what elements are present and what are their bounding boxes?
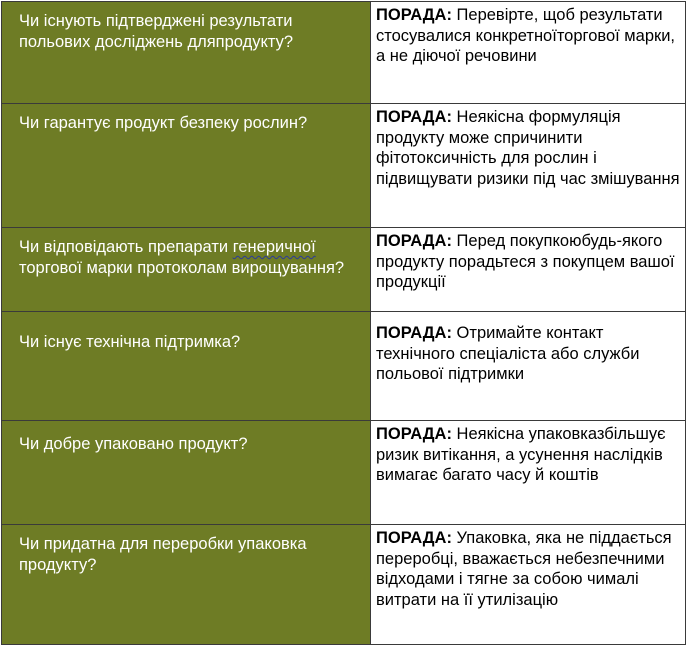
tip-text: Неякісна упаковказбільшує ризик витікання, а усунення наслідків вимагає багато часу й коштів: [376, 425, 666, 484]
question-cell: [2, 104, 371, 228]
table-row: [2, 312, 686, 421]
table-row: [2, 228, 686, 312]
tip-label: ПОРАДА:: [376, 232, 452, 250]
question-cell: [2, 312, 371, 421]
tip-cell: [371, 2, 686, 104]
tip-cell: [371, 104, 686, 228]
table-row: [2, 421, 686, 525]
question-cell: [2, 421, 371, 525]
question-text: Чи гарантує продукт безпеку рослин?: [19, 114, 308, 132]
tip-label: ПОРАДА:: [376, 6, 452, 24]
tip-text: Перед покупкоюбудь-якого продукту порадьтеся з покупцем вашої продукції: [376, 232, 675, 291]
question-cell: [2, 2, 371, 104]
question-cell: [2, 228, 371, 312]
question-text: Чи існують підтверджені результати польових досліджень дляпродукту?: [19, 12, 294, 51]
table-row: [2, 2, 686, 104]
tip-cell: [371, 228, 686, 312]
tip-cell: [371, 421, 686, 525]
tip-cell: [371, 525, 686, 645]
question-text: Чи існує технічна підтримка?: [19, 333, 241, 351]
tip-label: ПОРАДА:: [376, 324, 452, 342]
question-text: Чи добре упаковано продукт?: [19, 435, 248, 453]
advice-table: [1, 1, 686, 645]
tip-label: ПОРАДА:: [376, 529, 452, 547]
tip-cell: [371, 312, 686, 421]
question-text-start: Чи відповідають препарати: [19, 238, 233, 256]
tip-text: Отримайте контакт технічного спеціаліста або служби польової підтримки: [376, 324, 640, 383]
table-row: [2, 104, 686, 228]
spellcheck-flagged-word: генеричної: [232, 238, 316, 256]
question-cell: [2, 525, 371, 645]
tip-text: Упаковка, яка не піддається переробці, вважається небезпечними відходами і тягне за собою чималі витрати на її утилізацію: [376, 529, 672, 609]
question-text: Чи придатна для переробки упаковка продукту?: [19, 535, 307, 574]
table-row: [2, 525, 686, 645]
tip-label: ПОРАДА:: [376, 108, 452, 126]
question-text-end: торгової марки протоколам вирощування?: [19, 258, 345, 277]
tip-text: Перевірте, щоб результати стосувалися конкретноїторгової марки, а не діючої речовини: [376, 6, 676, 65]
tip-text: Неякісна формуляція продукту може спричинити фітотоксичність для рослин і підвищувати ризики під час змішування: [376, 108, 680, 188]
tip-label: ПОРАДА:: [376, 425, 452, 443]
